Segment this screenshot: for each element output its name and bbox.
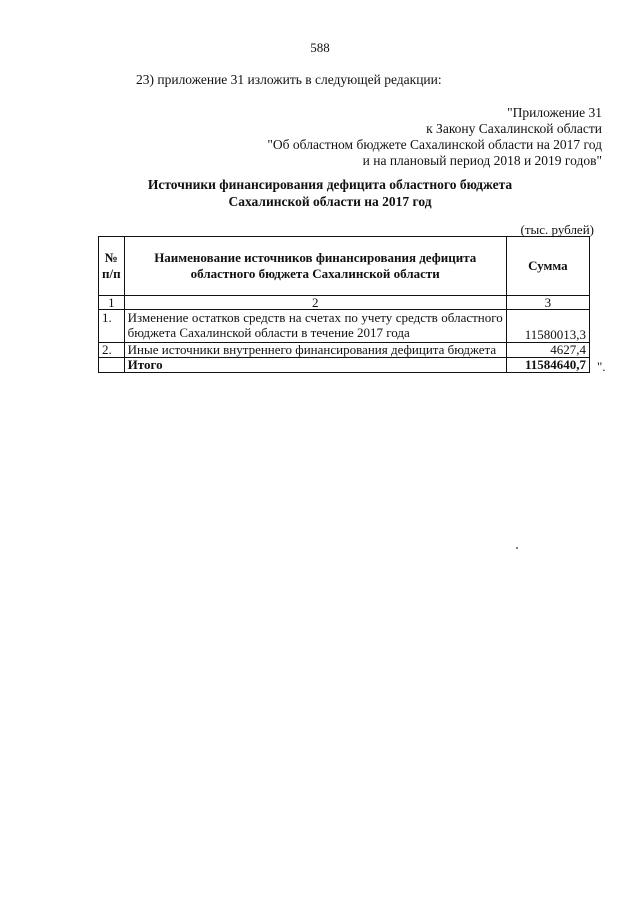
scan-speck bbox=[516, 547, 518, 549]
appendix-ref-line: к Закону Сахалинской области bbox=[426, 121, 602, 136]
row-name: Изменение остатков средств на счетах по учету средств областного бюджета Сахалинской области в течение 2017 года bbox=[124, 310, 506, 343]
units-label: (тыс. рублей) bbox=[520, 222, 594, 237]
total-number-empty bbox=[99, 358, 125, 373]
table-header-row bbox=[99, 237, 590, 296]
row-sum: 11580013,3 bbox=[506, 310, 589, 343]
header-sum: Сумма bbox=[506, 237, 589, 296]
header-name: Наименование источников финансирования дефицита областного бюджета Сахалинской области bbox=[124, 237, 506, 296]
row-number: 2. bbox=[99, 343, 125, 358]
document-title bbox=[60, 176, 600, 210]
header-number-line1: № bbox=[104, 250, 118, 265]
column-index-row bbox=[99, 296, 590, 310]
title-line: Сахалинской области на 2017 год bbox=[228, 194, 432, 209]
appendix-ref-line: "Приложение 31 bbox=[507, 105, 602, 120]
closing-quote-mark: ". bbox=[597, 359, 606, 374]
appendix-ref-line: "Об областном бюджете Сахалинской области на 2017 год bbox=[267, 137, 602, 152]
title-line: Источники финансирования дефицита областного бюджета bbox=[147, 177, 513, 192]
total-row bbox=[99, 358, 590, 373]
column-index: 2 bbox=[124, 296, 506, 310]
table-row bbox=[99, 343, 590, 358]
column-index: 1 bbox=[99, 296, 125, 310]
total-label: Итого bbox=[124, 358, 506, 373]
table-row bbox=[99, 310, 590, 343]
column-index: 3 bbox=[506, 296, 589, 310]
row-sum: 4627,4 bbox=[506, 343, 589, 358]
page-number: 588 bbox=[310, 40, 330, 55]
header-number bbox=[99, 237, 125, 296]
row-number: 1. bbox=[99, 310, 125, 343]
appendix-ref-line: и на плановый период 2018 и 2019 годов" bbox=[362, 153, 602, 168]
amendment-intro: 23) приложение 31 изложить в следующей редакции: bbox=[136, 72, 442, 87]
header-number-line2: п/п bbox=[102, 266, 121, 281]
financing-sources-table bbox=[98, 236, 590, 373]
total-sum: 11584640,7 bbox=[506, 358, 589, 373]
row-name: Иные источники внутреннего финансирования дефицита бюджета bbox=[124, 343, 506, 358]
appendix-reference bbox=[202, 105, 602, 169]
